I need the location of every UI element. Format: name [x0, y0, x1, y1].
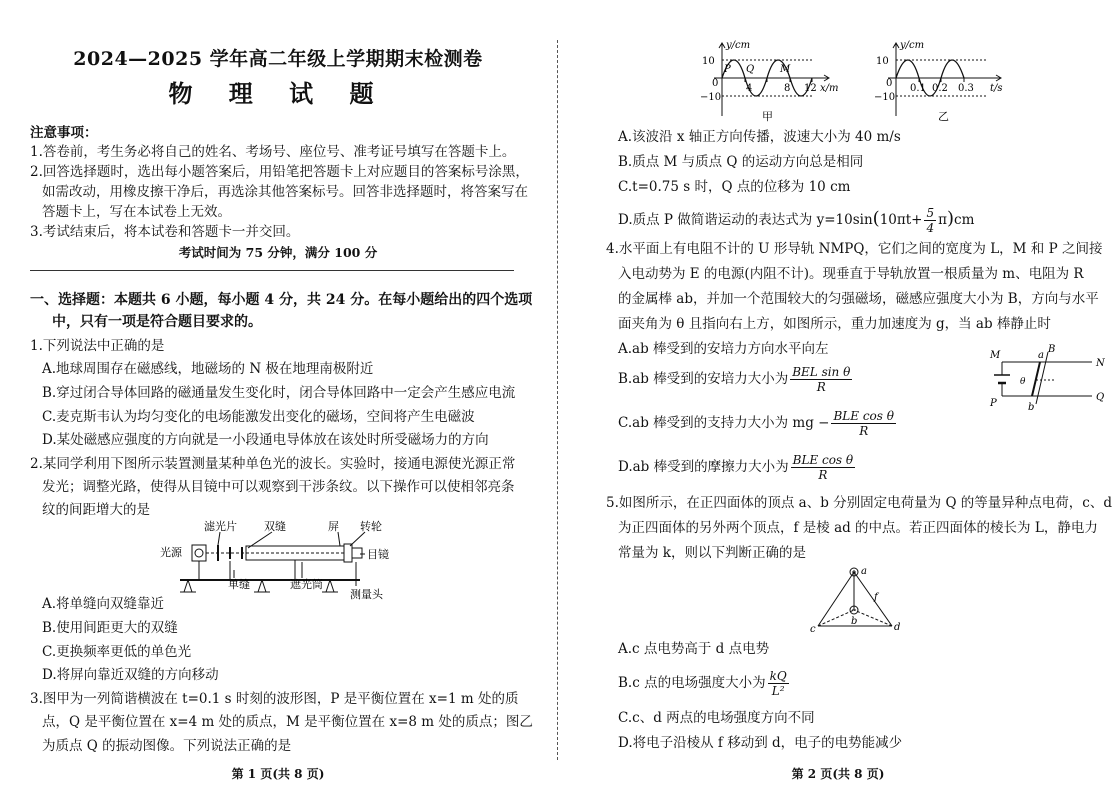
section-heading-cont: 中，只有一项是符合题目要求的。	[52, 314, 262, 330]
tetrahedron-figure	[806, 564, 906, 634]
q5-stem: 常量为 k，则以下判断正确的是	[618, 545, 806, 561]
graph-b-ytick: 10	[876, 56, 889, 67]
label-q: Q	[1096, 392, 1105, 403]
graph-a-xlabel: x/m	[820, 83, 839, 94]
label-filter: 滤光片	[204, 520, 237, 533]
page-number-right: 第 2 页(共 8 页)	[791, 767, 885, 781]
q3-option-d-inner: 10πt+	[879, 212, 923, 228]
exam-time: 考试时间为 75 分钟，满分 100 分	[178, 245, 378, 260]
q4d-frac-den: R	[818, 468, 828, 482]
q2-option-d: D.将屏向靠近双缝的方向移动	[42, 667, 219, 683]
label-wheel: 转轮	[360, 520, 382, 533]
q3-option-a: A.该波沿 x 轴正方向传播，波速大小为 40 m/s	[618, 129, 901, 145]
point-p-label: P	[724, 64, 731, 75]
q4-stem: 入电动势为 E 的电源(内阻不计)。现垂直于导轨放置一根质量为 m、电阻为 R	[618, 266, 1084, 282]
wave-graph-a	[700, 38, 850, 122]
point-m-label: M	[780, 64, 791, 75]
q3-frac-den: 4	[926, 221, 935, 235]
label-head: 测量头	[350, 588, 383, 601]
q3-option-d: D.质点 P 做简谐运动的表达式为 y=10sin(10πt+ $\frac{5}{4}$ π)cm	[618, 206, 975, 235]
q4-stem: 的金属棒 ab，并加一个范围较大的匀强磁场，磁感应强度大小为 B，方向与水平	[618, 291, 1099, 307]
q5-option-b-prefix: B.c 点的电场强度大小为	[618, 675, 766, 691]
q3-option-d-prefix: D.质点 P 做简谐运动的表达式为 y=10sin	[618, 212, 873, 228]
q2-option-b: B.使用间距更大的双缝	[42, 620, 178, 636]
q5b-frac-den: L²	[771, 684, 785, 698]
graph-b-caption: 乙	[938, 110, 949, 122]
q1-option-b: B.穿过闭合导体回路的磁通量发生变化时，闭合导体回路中一定会产生感应电流	[42, 385, 516, 401]
q3-option-c: C.t=0.75 s 时，Q 点的位移为 10 cm	[618, 179, 851, 195]
q5-stem: 为正四面体的另外两个顶点，f 是棱 ad 的中点。若正四面体的棱长为 L，静电力	[618, 520, 1098, 536]
note-item: 2.回答选择题时，选出每小题答案后，用铅笔把答题卡上对应题目的答案标号涂黑，	[30, 164, 529, 180]
q1-option-d: D.某处磁感应强度的方向就是一小段通电导体放在该处时所受磁场力的方向	[42, 432, 489, 448]
q4-option-a: A.ab 棒受到的安培力方向水平向左	[618, 341, 829, 357]
q4-option-b-prefix: B.ab 棒受到的安培力大小为	[618, 371, 789, 387]
vertex-d-label: d	[894, 622, 901, 633]
graph-a-ytick: 10	[702, 56, 715, 67]
vertex-c-label: c	[810, 624, 816, 634]
exam-subtitle: 物 理 试 题	[168, 79, 388, 108]
interference-apparatus-figure	[160, 520, 400, 608]
graph-b-xtick: 0.2	[932, 83, 948, 94]
label-a: a	[1038, 350, 1044, 361]
vertex-b-label: b	[851, 616, 858, 627]
label-screen: 屏	[328, 520, 339, 533]
graph-a-caption: 甲	[762, 110, 773, 122]
label-m: M	[990, 350, 1001, 361]
note-item: 3.考试结束后，将本试卷和答题卡一并交回。	[30, 224, 300, 240]
q4-stem: 4.水平面上有电阻不计的 U 形导轨 NMPQ，它们之间的宽度为 L，M 和 P 之间接	[606, 241, 1103, 257]
q3-stem: 为质点 Q 的振动图像。下列说法正确的是	[42, 738, 292, 754]
page-left	[0, 0, 556, 800]
q2-stem: 2.某同学利用下图所示装置测量某种单色光的波长。实验时，接通电源使光源正常	[30, 456, 516, 472]
q4d-frac-num: BLE cos θ	[792, 453, 854, 467]
q1-stem: 1.下列说法中正确的是	[30, 338, 165, 354]
graph-b-ylabel: y/cm	[900, 40, 925, 51]
q2-stem: 发光；调整光路，使得从目镜中可以观察到干涉条纹。以下操作可以使相邻亮条	[42, 479, 515, 495]
q4-stem: 面夹角为 θ 且指向右上方，如图所示，重力加速度为 g，当 ab 棒静止时	[618, 316, 1051, 332]
q3-option-d-unit: cm	[954, 212, 975, 228]
q5-option-b	[618, 666, 791, 700]
q5-option-d: D.将电子沿棱从 f 移动到 d，电子的电势能减少	[618, 735, 903, 751]
page-divider	[557, 40, 558, 760]
q3-frac-num: 5	[926, 206, 935, 220]
note-item: 如需改动，用橡皮擦干净后，再选涂其他答案标号。回答非选择题时，将答案写在	[42, 184, 528, 200]
label-double-slit: 双缝	[264, 520, 286, 533]
graph-a-xtick: 8	[784, 83, 791, 94]
graph-b-xlabel: t/s	[990, 83, 1003, 94]
vertex-a-label: a	[861, 566, 867, 577]
q5-option-a: A.c 点电势高于 d 点电势	[618, 641, 770, 657]
q5-option-c: C.c、d 两点的电场强度方向不同	[618, 710, 815, 726]
q4c-frac-num: BLE cos θ	[833, 409, 894, 423]
q4b-frac-num: BEL sin θ	[792, 365, 851, 379]
q4c-frac-den: R	[859, 424, 869, 438]
label-light-source: 光源	[160, 546, 182, 559]
q3-stem: 点，Q 是平衡位置在 x=4 m 处的质点，M 是平衡位置在 x=8 m 处的质点；图乙	[42, 714, 533, 730]
q3-stem: 3.图甲为一列简谐横波在 t=0.1 s 时刻的波形图，P 是平衡位置在 x=1 m 处的质	[30, 691, 519, 707]
vibration-graph-b	[874, 38, 1024, 122]
note-item: 1.答卷前，考生务必将自己的姓名、考场号、座位号、准考证号填写在答题卡上。	[30, 144, 516, 160]
q4b-frac-den: R	[816, 380, 826, 394]
label-p: P	[990, 398, 997, 409]
label-theta: θ	[1020, 377, 1026, 387]
point-q-label: Q	[746, 64, 755, 75]
label-eyepiece: 目镜	[367, 548, 389, 561]
q4-option-b	[618, 362, 854, 396]
page-right	[560, 0, 1116, 800]
q3-option-b: B.质点 M 与质点 Q 的运动方向总是相同	[618, 154, 864, 170]
label-n: N	[1096, 358, 1105, 369]
label-tube: 遮光筒	[290, 578, 323, 591]
q4-option-d	[618, 450, 857, 484]
exam-title: 2024—2025 学年高二年级上学期期末检测卷	[73, 48, 483, 70]
q4-option-d-prefix: D.ab 棒受到的摩擦力大小为	[618, 459, 789, 475]
notes-heading: 注意事项：	[30, 125, 98, 141]
q2-option-a: A.将单缝向双缝靠近	[42, 596, 165, 612]
q1-option-c: C.麦克斯韦认为均匀变化的电场能激发出变化的磁场，空间将产生电磁波	[42, 409, 475, 425]
graph-b-xtick: 0.1	[910, 83, 926, 94]
q1-option-a: A.地球周围存在磁感线，地磁场的 N 极在地理南极附近	[42, 361, 374, 377]
graph-a-ylabel: y/cm	[726, 40, 751, 51]
midpoint-f-label: f	[874, 592, 878, 603]
section-heading: 一、选择题：本题共 6 小题，每小题 4 分，共 24 分。在每小题给出的四个选项	[30, 292, 533, 308]
q3-option-d-suffix: π	[938, 212, 947, 228]
q5b-frac-num: kQ	[769, 669, 787, 683]
graph-b-ytick: 0	[886, 78, 893, 89]
q4-option-c	[618, 406, 898, 440]
label-single-slit: 单缝	[228, 578, 250, 591]
graph-a-ytick: −10	[700, 92, 722, 103]
note-item: 答题卡上，写在本试卷上无效。	[42, 204, 231, 220]
page-number-left: 第 1 页(共 8 页)	[231, 767, 325, 781]
q5-stem: 5.如图所示，在正四面体的顶点 a、b 分别固定电荷量为 Q 的等量异种点电荷，c、d	[606, 495, 1113, 511]
rail-circuit-figure	[982, 344, 1106, 414]
q2-option-c: C.更换频率更低的单色光	[42, 644, 192, 660]
q4-option-c-prefix: C.ab 棒受到的支持力大小为 mg −	[618, 415, 830, 431]
graph-a-xtick: 12	[804, 83, 817, 94]
graph-a-xtick: 4	[746, 83, 753, 94]
label-b-rod: b	[1028, 402, 1035, 413]
label-b-field: B	[1048, 344, 1056, 355]
graph-a-ytick: 0	[712, 78, 719, 89]
graph-b-ytick: −10	[874, 92, 896, 103]
divider-line	[30, 270, 514, 271]
q2-stem: 纹的间距增大的是	[42, 502, 150, 518]
graph-b-xtick: 0.3	[958, 83, 974, 94]
